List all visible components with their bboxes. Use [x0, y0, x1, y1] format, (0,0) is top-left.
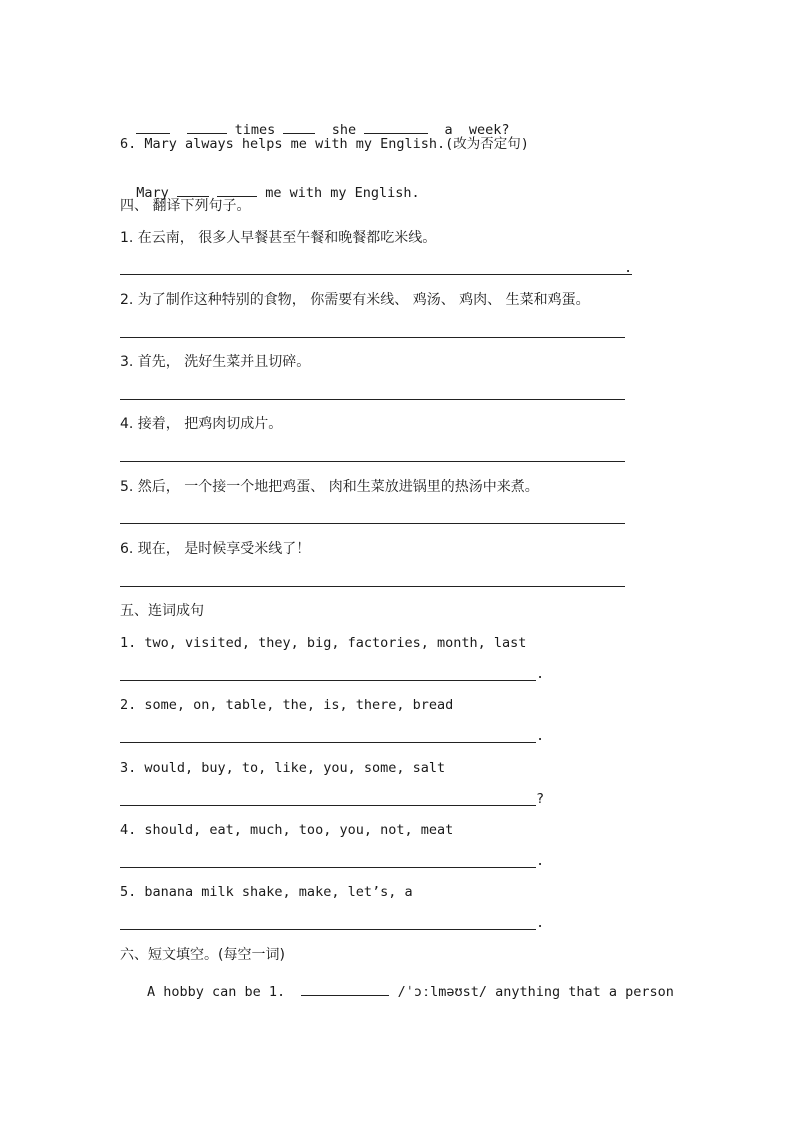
answer-line[interactable]: [120, 274, 632, 275]
reorder-item-1: 1. two, visited, they, big, factories, month, last: [120, 635, 527, 651]
answer-line[interactable]: [120, 337, 625, 338]
answer-line[interactable]: [120, 461, 625, 462]
reorder-item-3: 3. would, buy, to, like, you, some, salt: [120, 760, 446, 776]
answer-blank[interactable]: [364, 121, 428, 134]
passage-line-1: [147, 983, 674, 1001]
answer-blank[interactable]: [283, 121, 315, 134]
word-she: she: [331, 122, 357, 138]
answer-line[interactable]: [120, 805, 536, 806]
translate-item-1: 1. 在云南， 很多人早餐甚至午餐和晚餐都吃米线。: [120, 230, 437, 246]
word-mary: Mary: [136, 185, 169, 201]
reorder-item-5: 5. banana milk shake, make, let’s, a: [120, 884, 413, 900]
answer-line[interactable]: [120, 867, 536, 868]
word-week: week?: [468, 122, 510, 138]
passage-text: A hobby can be 1.: [147, 984, 286, 1000]
line-end-mark: .: [536, 666, 545, 682]
answer-line[interactable]: [120, 742, 536, 743]
line-end-mark: .: [536, 728, 545, 744]
answer-line[interactable]: [120, 586, 625, 587]
translate-item-3: 3. 首先， 洗好生菜并且切碎。: [120, 354, 311, 370]
answer-line[interactable]: [120, 680, 536, 681]
translate-item-4: 4. 接着， 把鸡肉切成片。: [120, 416, 283, 432]
passage-text: /ˈɔːlməʊst/ anything that a person: [397, 984, 674, 1000]
answer-line[interactable]: [120, 399, 625, 400]
translate-item-5: 5. 然后， 一个接一个地把鸡蛋、 肉和生菜放进锅里的热汤中来煮。: [120, 479, 539, 495]
word-a: a: [444, 122, 453, 138]
answer-blank[interactable]: [136, 121, 170, 134]
answer-blank[interactable]: [217, 184, 257, 197]
reorder-item-2: 2. some, on, table, the, is, there, bread: [120, 697, 454, 713]
line-end-mark: .: [536, 915, 545, 931]
section6-heading: 六、短文填空。(每空一词): [120, 947, 285, 963]
section5-heading: 五、连词成句: [120, 603, 204, 619]
answer-line[interactable]: [120, 523, 625, 524]
line-end-mark: .: [536, 853, 545, 869]
translate-item-2: 2. 为了制作这种特别的食物， 你需要有米线、 鸡汤、 鸡肉、 生菜和鸡蛋。: [120, 292, 590, 308]
q5-answer-line: [120, 103, 510, 139]
q6-prompt: 6. Mary always helps me with my English.(改为否定句): [120, 136, 529, 152]
answer-blank[interactable]: [187, 121, 227, 134]
sentence-end: me with my English.: [265, 185, 420, 201]
answer-blank[interactable]: [177, 184, 209, 197]
word-times: times: [234, 122, 276, 138]
section4-heading: 四、 翻译下列句子。: [120, 198, 251, 214]
reorder-item-4: 4. should, eat, much, too, you, not, meat: [120, 822, 454, 838]
translate-item-6: 6. 现在， 是时候享受米线了！: [120, 541, 311, 557]
line-end-mark: .: [624, 260, 633, 276]
answer-line[interactable]: [120, 929, 536, 930]
line-end-mark: ?: [536, 791, 545, 807]
answer-blank[interactable]: [301, 983, 389, 996]
